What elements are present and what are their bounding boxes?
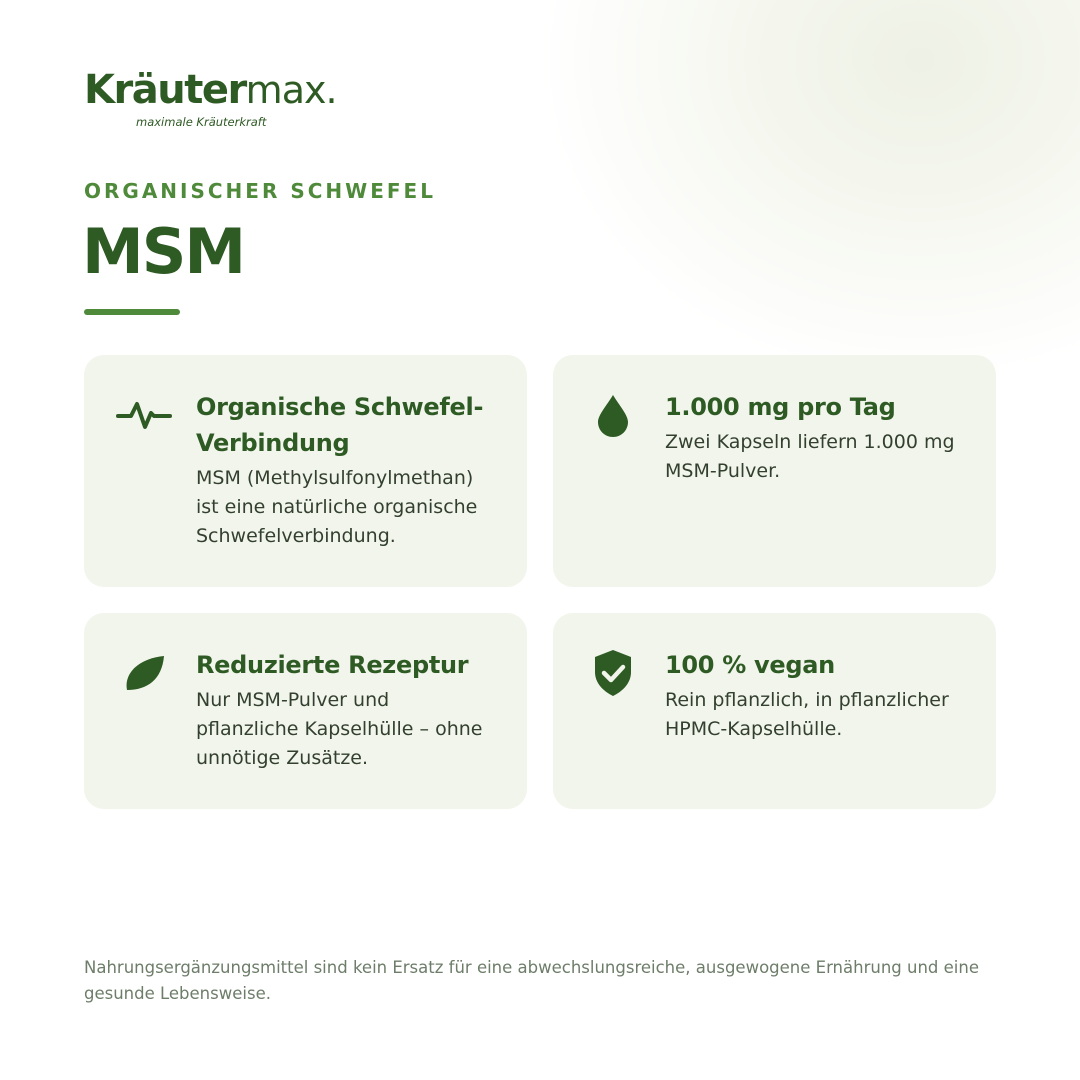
footer-disclaimer: Nahrungsergänzungsmittel sind kein Ersatz für eine abwechslungsreiche, ausgewogene Ernährung und eine gesunde Lebensweise. [84, 958, 979, 1003]
feature-card-body [196, 389, 497, 551]
feature-title: Reduzierte Rezeptur [196, 651, 469, 679]
feature-card-body [196, 647, 497, 773]
feature-card-body [665, 389, 966, 486]
feature-text: Rein pflanzlich, in pflanzlicher HPMC-Kapselhülle. [665, 689, 949, 740]
feature-title: Organische Schwefel-Verbindung [196, 393, 484, 457]
feature-card-vegan [553, 613, 996, 809]
logo-tagline: maximale Kräuterkraft [136, 115, 267, 129]
feature-text: MSM (Methylsulfonylmethan) ist eine natürliche organische Schwefelverbindung. [196, 467, 478, 547]
leaf-icon [116, 645, 172, 701]
shield-check-icon [585, 645, 641, 701]
feature-card-organic-sulfur [84, 355, 527, 587]
pulse-icon [116, 387, 172, 443]
feature-card-daily-dose [553, 355, 996, 587]
logo-brand-suffix: max. [245, 68, 337, 112]
logo-brand-name: Kräuter [84, 67, 246, 113]
feature-title: 1.000 mg pro Tag [665, 393, 896, 421]
background-glow [540, 0, 1080, 380]
eyebrow-label: ORGANISCHER SCHWEFEL [84, 179, 436, 203]
feature-card-body [665, 647, 966, 744]
feature-card-reduced-formula [84, 613, 527, 809]
feature-text: Zwei Kapseln liefern 1.000 mg MSM-Pulver. [665, 431, 955, 482]
logo-wordmark [84, 67, 337, 113]
page-title: MSM [82, 215, 245, 288]
feature-text: Nur MSM-Pulver und pflanzliche Kapselhülle – ohne unnötige Zusätze. [196, 689, 483, 769]
title-underline [84, 309, 180, 315]
feature-title: 100 % vegan [665, 651, 835, 679]
brand-logo [84, 67, 337, 129]
drop-icon [585, 387, 641, 443]
